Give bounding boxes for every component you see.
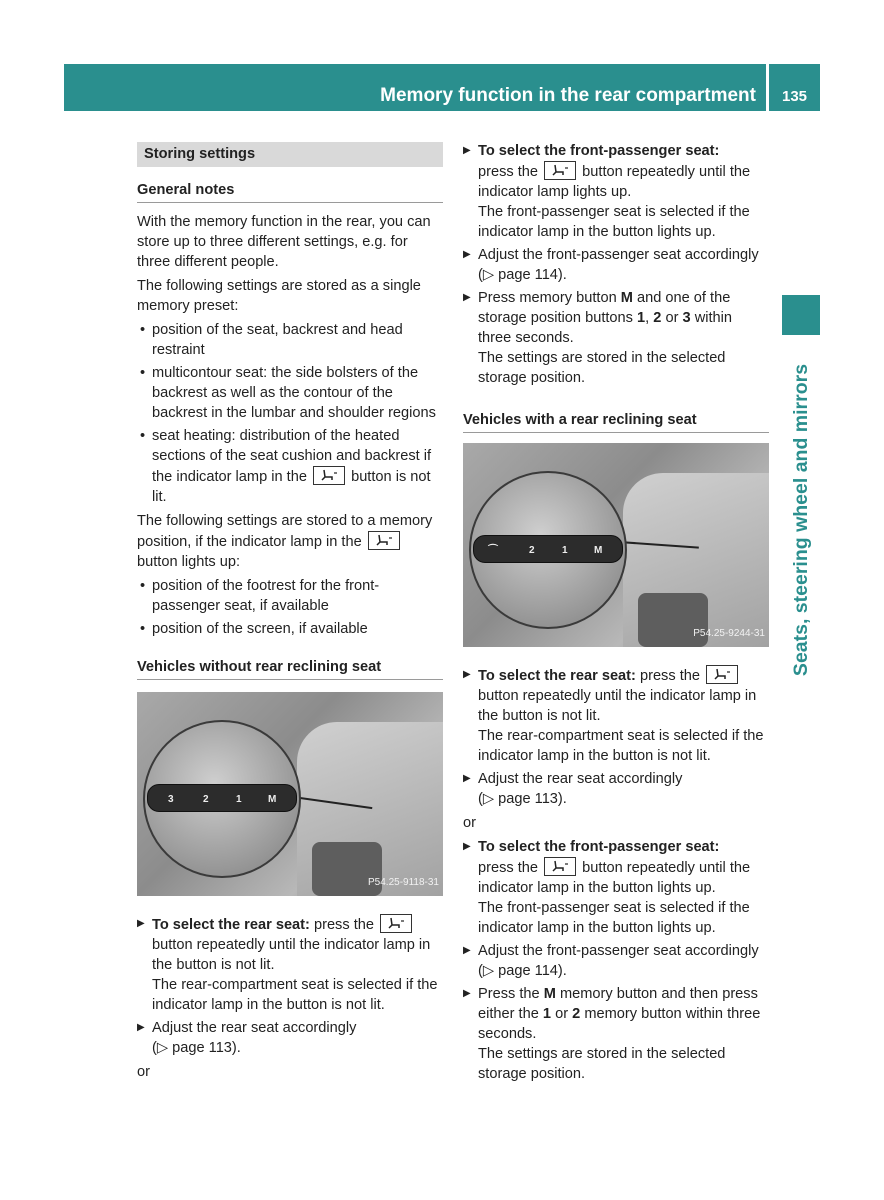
chapter-title: Seats, steering wheel and mirrors <box>790 363 812 677</box>
triangle-right-icon: ▶ <box>463 988 471 999</box>
seat-icon <box>313 466 345 485</box>
step-text: and one of the storage position buttons <box>478 290 731 326</box>
button-label-2: 2 <box>572 1006 581 1022</box>
page-reference: (▷ page 113). <box>478 791 567 807</box>
step-text: press the <box>313 917 374 933</box>
triangle-right-icon: ▶ <box>137 1022 145 1033</box>
step-result: The rear-compartment seat is selected if the indicator lamp in the button is not lit. <box>152 977 438 1013</box>
list-item <box>137 426 443 507</box>
step-text: Adjust the rear seat accordingly <box>152 1020 357 1036</box>
list-item: • position of the seat, backrest and head restraint <box>137 320 443 360</box>
seat-icon <box>706 665 738 684</box>
bullet-list <box>137 576 443 639</box>
step-text: Adjust the front-passenger seat accordingly (▷ page 114). <box>478 247 759 283</box>
seat-icon <box>368 531 400 550</box>
step-text: within three seconds. <box>478 310 733 346</box>
list-item: • position of the footrest for the front-passenger seat, if available <box>137 576 443 616</box>
step-text: button repeatedly until the indicator lamp lights up. <box>478 164 751 200</box>
instruction-step <box>463 288 769 388</box>
instruction-step <box>137 1018 443 1058</box>
triangle-right-icon: ▶ <box>463 773 471 784</box>
or-text: or <box>137 1064 150 1080</box>
panel-button-3: 3 <box>168 794 174 805</box>
section-title: Storing settings <box>137 142 443 167</box>
header-divider <box>766 64 769 111</box>
list-text: button is not lit. <box>152 469 431 505</box>
step-text: button repeatedly until the indicator lamp in the button is not lit. <box>152 937 431 973</box>
page-title: Memory function in the rear compartment <box>380 85 756 106</box>
step-text: memory button and then press either the <box>478 986 758 1022</box>
button-panel <box>473 535 623 563</box>
step-label: To select the rear seat: <box>152 917 310 933</box>
instruction-step <box>463 141 769 242</box>
memory-buttons-photo <box>137 692 443 896</box>
with-reclining-heading: Vehicles with a rear reclining seat <box>463 410 769 433</box>
button-label-2: 2 <box>653 310 662 326</box>
step-result: The front-passenger seat is selected if the indicator lamp in the button lights up. <box>478 900 750 936</box>
step-text: or <box>665 310 679 326</box>
seat-recline-icon: ⌒ <box>488 545 498 556</box>
button-label-1: 1 <box>637 310 646 326</box>
instruction-step <box>463 984 769 1084</box>
panel-button-1: 1 <box>236 794 242 805</box>
chapter-tab <box>782 295 820 335</box>
photo-code: P54.25-9118-31 <box>368 877 439 888</box>
left-column <box>137 142 443 1086</box>
instruction-step <box>463 769 769 809</box>
without-reclining-heading: Vehicles without rear reclining seat <box>137 657 443 680</box>
paragraph-text: The following settings are stored to a memory position, if the indicator lamp in the <box>137 513 433 550</box>
seat-icon <box>544 857 576 876</box>
or-text: or <box>463 815 476 831</box>
instruction-step <box>463 665 769 766</box>
panel-button-m: M <box>594 545 603 556</box>
instruction-step <box>137 914 443 1015</box>
triangle-right-icon: ▶ <box>463 841 471 852</box>
paragraph: With the memory function in the rear, you can store up to three different settings, e.g. for three different people. <box>137 214 431 270</box>
step-text: press the <box>478 860 539 876</box>
general-notes-heading: General notes <box>137 180 443 203</box>
paragraph-text: button lights up: <box>137 554 241 570</box>
step-label: To select the front-passenger seat: <box>478 143 720 159</box>
triangle-right-icon: ▶ <box>137 918 145 929</box>
memory-buttons-photo <box>463 443 769 647</box>
triangle-right-icon: ▶ <box>463 249 471 260</box>
list-item: • multicontour seat: the side bolsters of the backrest as well as the contour of the backrest in the lumbar and shoulder regions <box>137 363 443 423</box>
bullet-list <box>137 320 443 507</box>
button-label-m: M <box>620 290 633 306</box>
list-text: seat heating: distribution of the heated sections of the seat cushion and backrest if the indicator lamp in the <box>152 428 432 485</box>
step-result: The settings are stored in the selected storage position. <box>478 350 726 386</box>
step-text: memory button within three seconds. <box>478 1006 761 1042</box>
seat-icon <box>544 161 576 180</box>
step-result: The front-passenger seat is selected if the indicator lamp in the button lights up. <box>478 204 750 240</box>
instruction-step <box>463 941 769 981</box>
page-number: 135 <box>782 88 808 105</box>
panel-button-2: 2 <box>203 794 209 805</box>
instruction-step <box>463 837 769 938</box>
button-label-1: 1 <box>542 1006 552 1022</box>
step-text: Adjust the front-passenger seat accordingly (▷ page 114). <box>478 943 759 979</box>
paragraph <box>137 511 443 572</box>
panel-button-1: 1 <box>562 545 568 556</box>
step-text: , <box>645 310 650 326</box>
step-text: Press memory button <box>478 290 617 306</box>
step-result: The rear-compartment seat is selected if the indicator lamp in the button is not lit. <box>478 728 764 764</box>
button-panel <box>147 784 297 812</box>
step-label: To select the front-passenger seat: <box>478 839 720 855</box>
step-text: press the <box>478 164 539 180</box>
step-text: or <box>555 1006 569 1022</box>
triangle-right-icon: ▶ <box>463 292 471 303</box>
paragraph: The following settings are stored as a single memory preset: <box>137 278 421 314</box>
step-label: To select the rear seat: <box>478 668 636 684</box>
panel-button-2: 2 <box>529 545 535 556</box>
seat-icon <box>380 914 412 933</box>
instruction-step <box>463 245 769 285</box>
button-label-m: M <box>543 986 556 1002</box>
list-item: • position of the screen, if available <box>137 619 443 639</box>
step-text: Press the <box>478 986 540 1002</box>
step-text: button repeatedly until the indicator lamp in the button lights up. <box>478 860 751 896</box>
right-column <box>463 141 769 1087</box>
page-header <box>64 64 820 111</box>
triangle-right-icon: ▶ <box>463 145 471 156</box>
step-text: button repeatedly until the indicator lamp in the button is not lit. <box>478 688 757 724</box>
step-text: press the <box>639 668 700 684</box>
step-text: Adjust the rear seat accordingly <box>478 771 683 787</box>
triangle-right-icon: ▶ <box>463 945 471 956</box>
triangle-right-icon: ▶ <box>463 669 471 680</box>
step-result: The settings are stored in the selected storage position. <box>478 1046 726 1082</box>
panel-button-m: M <box>268 794 277 805</box>
button-label-3: 3 <box>682 310 691 326</box>
page-reference: (▷ page 113). <box>152 1040 241 1056</box>
photo-code: P54.25-9244-31 <box>693 628 765 639</box>
